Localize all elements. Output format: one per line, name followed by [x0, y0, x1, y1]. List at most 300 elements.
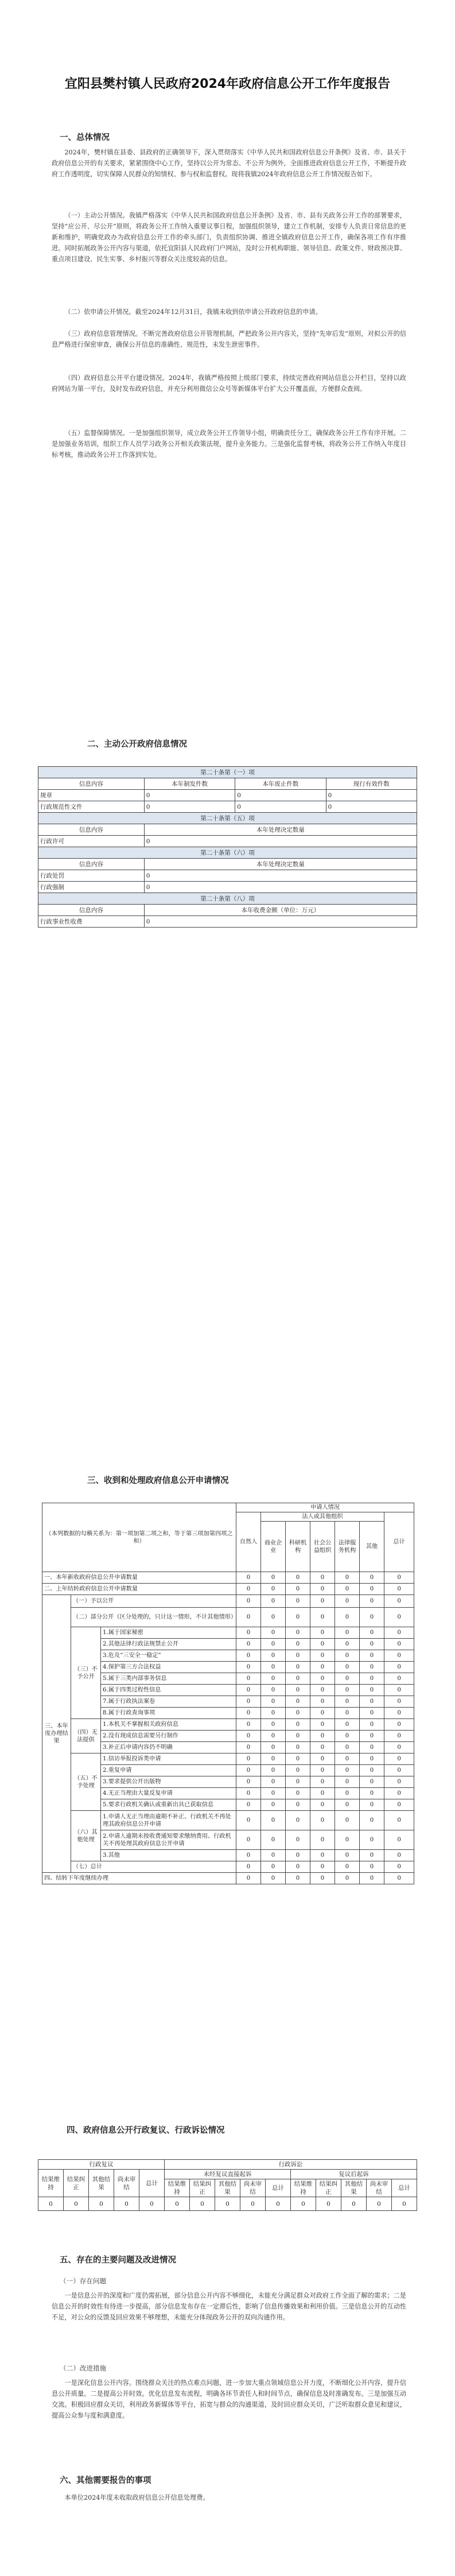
table-cell: 0 [335, 1708, 360, 1719]
table-cell: 0 [335, 1685, 360, 1696]
table-cell: 0 [236, 1662, 261, 1673]
table-cell: 0 [384, 1696, 414, 1708]
row-label: 6.属于四类过程性信息 [101, 1685, 236, 1696]
table-cell: 0 [236, 1708, 261, 1719]
column-header: 尚未审结 [367, 2179, 392, 2197]
table-cell: 0 [38, 2197, 64, 2211]
column-header: 总计 [266, 2179, 291, 2197]
column-header: 商业企业 [261, 1522, 286, 1572]
table-cell: 0 [310, 1595, 335, 1608]
table-cell: 0 [384, 1708, 414, 1719]
table-cell: 0 [261, 1799, 286, 1811]
row-group-label: （三）不予公开 [71, 1627, 101, 1719]
table-cell: 0 [286, 1696, 310, 1708]
proactive-disclosure-table [38, 766, 417, 928]
column-header: 社会公益组织 [310, 1522, 335, 1572]
table-cell: 0 [310, 1788, 335, 1799]
row-label: 行政处罚 [38, 870, 145, 882]
row-label: 8.属于行政查询事项 [101, 1708, 236, 1719]
table-cell: 0 [335, 1584, 360, 1595]
row-label: 2.其他法律行政法规禁止公开 [101, 1639, 236, 1650]
table-cell: 0 [384, 1639, 414, 1650]
table-cell: 0 [335, 1572, 360, 1584]
table-cell: 0 [286, 1584, 310, 1595]
table-cell: 0 [286, 1731, 310, 1742]
column-header: 法律服务机构 [335, 1522, 360, 1572]
row-label: 行政事业性收费 [38, 916, 145, 928]
table-cell: 0 [236, 1595, 261, 1608]
table-cell: 0 [236, 1776, 261, 1788]
table-cell: 0 [335, 1650, 360, 1662]
table-cell: 0 [384, 1673, 414, 1685]
column-header: 本年处理决定数量 [144, 859, 417, 870]
table-cell: 0 [286, 1776, 310, 1788]
table-cell: 0 [64, 2197, 89, 2211]
table-cell: 0 [89, 2197, 114, 2211]
row-label: 规章 [38, 790, 145, 801]
column-header: 行政复议 [38, 2160, 165, 2170]
column-header: 复议后起诉 [291, 2170, 417, 2179]
table-cell: 0 [236, 1584, 261, 1595]
table-cell: 0 [261, 1731, 286, 1742]
row-label: 行政强制 [38, 882, 145, 893]
table-band: 第二十条第（六）项 [38, 847, 417, 859]
table-cell: 0 [310, 1639, 335, 1650]
table-cell: 0 [384, 1595, 414, 1608]
column-header: 其他结果 [215, 2179, 240, 2197]
row-label: （二）部分公开（区分处理的，只计这一情形，不计其他情形） [71, 1608, 236, 1627]
table-cell: 0 [360, 1830, 384, 1850]
table-cell: 0 [236, 1830, 261, 1850]
row-group-label: （五）不予处理 [71, 1753, 101, 1811]
table-cell: 0 [310, 1799, 335, 1811]
section-heading-overview: 一、总体情况 [60, 133, 110, 142]
column-header: 结果维持 [165, 2179, 190, 2197]
table-cell: 0 [335, 1861, 360, 1873]
row-label: 3.要求提供公开出版物 [101, 1776, 236, 1788]
table-cell: 0 [235, 801, 326, 813]
table-cell: 0 [236, 1799, 261, 1811]
table-cell: 0 [261, 1788, 286, 1799]
table-cell: 0 [261, 1639, 286, 1650]
subheading: （二）改进措施 [60, 2364, 107, 2372]
column-header: 现行有效件数 [326, 778, 417, 790]
table-cell: 0 [316, 2197, 341, 2211]
table-cell: 0 [335, 1673, 360, 1685]
table-cell: 0 [236, 1719, 261, 1731]
row-label: 4.无正当理由大量反复申请 [101, 1788, 236, 1799]
table-cell: 0 [360, 1753, 384, 1765]
table-cell: 0 [310, 1719, 335, 1731]
column-header: 结果维持 [38, 2170, 64, 2197]
table-cell: 0 [384, 1572, 414, 1584]
paragraph: （四）政府信息公开平台建设情况。2024年，我镇严格按照上级部门要求，持续完善政府网站信息公开栏目，坚持以政府网站为第一平台，及时发布政府信息，并充分利用微信公众号等新媒体平台扩大公开覆盖面，方便群众查阅。 [52, 374, 406, 393]
table-cell: 0 [384, 1753, 414, 1765]
column-header: 本年制发件数 [144, 778, 235, 790]
table-cell: 0 [384, 1861, 414, 1873]
row-label: 1.本机关不掌握相关政府信息 [101, 1719, 236, 1731]
table-cell: 0 [310, 1572, 335, 1584]
paragraph: 一是深化信息公开内容。围绕群众关注的热点难点问题，进一步加大重点领域信息公开力度，不断细化公开内容，提升信息公开质量。二是提高公开时效。优化信息发布流程，明确各环节责任人和时间节点，确保信息及时准确发布。三是加强互动交流。积极回应群众关切，利用政务新媒体等平台，拓宽与群众的沟通渠道，及时回应群众关切，广泛听取群众意见和建议，提高公众参与度和满意度。 [52, 2379, 406, 2419]
row-label: 二、上年结转政府信息公开申请数量 [42, 1584, 236, 1595]
table-cell: 0 [261, 1861, 286, 1873]
paragraph: 一是信息公开的深度和广度仍需拓展，部分信息公开内容不够细化，未能充分满足群众对政府工作全面了解的需求；二是信息公开的时效性有待进一步提高，部分信息发布存在一定滞后性，影响了信息传播效果和利用价值。三是信息公开的互动性不足，对公众的反馈及回应效果不够理想，未能充分体现政务公开的双向沟通作用。 [52, 2292, 406, 2321]
table-cell: 0 [236, 1627, 261, 1639]
row-label: 一、本年新收政府信息公开申请数量 [42, 1572, 236, 1584]
table-cell: 0 [261, 1608, 286, 1627]
row-label: 行政规范性文件 [38, 801, 145, 813]
column-header: 总计 [392, 2179, 417, 2197]
table-cell: 0 [360, 1850, 384, 1861]
table-cell: 0 [261, 1673, 286, 1685]
table-cell: 0 [384, 1627, 414, 1639]
table-cell: 0 [236, 1731, 261, 1742]
table-cell: 0 [335, 1788, 360, 1799]
table-cell: 0 [236, 1673, 261, 1685]
column-header: 总计 [139, 2170, 165, 2197]
column-header: 其他结果 [341, 2179, 367, 2197]
table-cell: 0 [261, 1627, 286, 1639]
table-cell: 0 [310, 1873, 335, 1884]
section-heading-applications: 三、收到和处理政府信息公开申请情况 [87, 1476, 229, 1485]
column-header: 法人或其他组织 [261, 1512, 384, 1522]
section-heading-issues: 五、存在的主要问题及改进情况 [60, 2256, 176, 2265]
table-cell: 0 [384, 1830, 414, 1850]
section-heading-review: 四、政府信息公开行政复议、行政诉讼情况 [67, 2126, 225, 2135]
table-cell: 0 [310, 1850, 335, 1861]
page-title: 宜阳县樊村镇人民政府2024年政府信息公开工作年度报告 [64, 77, 391, 91]
table-cell: 0 [384, 1811, 414, 1830]
table-cell: 0 [236, 1742, 261, 1753]
table-cell: 0 [310, 1830, 335, 1850]
column-header: 科研机构 [286, 1522, 310, 1572]
table-cell: 0 [286, 1788, 310, 1799]
table-cell: 0 [360, 1673, 384, 1685]
table-cell: 0 [261, 1811, 286, 1830]
table-cell: 0 [384, 1776, 414, 1788]
column-header: 结果维持 [291, 2179, 316, 2197]
table-cell: 0 [114, 2197, 139, 2211]
column-header: 本年处理决定数量 [144, 824, 417, 836]
section-heading-other: 六、其他需要报告的事项 [60, 2476, 151, 2485]
table-cell: 0 [360, 1662, 384, 1673]
table-cell: 0 [360, 1799, 384, 1811]
paragraph: 本单位2024年度未收取政府信息公开信息处理费。 [64, 2494, 209, 2501]
table-cell: 0 [335, 1811, 360, 1830]
table-cell: 0 [144, 836, 417, 847]
table-cell: 0 [261, 1662, 286, 1673]
column-header: 未经复议直接起诉 [165, 2170, 291, 2179]
column-header: 其他结果 [89, 2170, 114, 2197]
table-cell: 0 [261, 1753, 286, 1765]
table-cell: 0 [286, 1662, 310, 1673]
table-cell: 0 [310, 1742, 335, 1753]
table-cell: 0 [360, 1765, 384, 1776]
table-cell: 0 [261, 1719, 286, 1731]
table-cell: 0 [384, 1799, 414, 1811]
table-cell: 0 [261, 1850, 286, 1861]
row-label: 2.申请人逾期未按收费通知要求缴纳费用、行政机关不再处理其政府信息公开申请 [101, 1830, 236, 1850]
table-cell: 0 [360, 1650, 384, 1662]
table-cell: 0 [144, 882, 417, 893]
table-cell: 0 [261, 1584, 286, 1595]
paragraph: （一）主动公开情况。我镇严格落实《中华人民共和国政府信息公开条例》及省、市、县有关政务公开工作的部署要求，坚持“应公开、尽公开”原则，将政务公开工作纳入重要议事日程，加强组织领导，建立工作机制，安排专人负责日常信息的更新和维护，明确党政办为政府信息公开工作的牵头部门，负责组织协调、推进全镇政府信息公开工作，确保各项工作有序推进。同时拓展政务公开内容与渠道，依托宜阳县人民政府门户网站，及时公开机构职能、领导信息、政策文件、财政预决算、重点项目建设、民生实事、乡村振兴等群众关注度较高的信息。 [52, 212, 406, 263]
row-label: 1.申请人无正当理由逾期不补正、行政机关不再处理其政府信息公开申请 [101, 1811, 236, 1830]
table-cell: 0 [286, 1719, 310, 1731]
paragraph: （二）依申请公开情况。截至2024年12月31日，我镇未收到依申请公开政府信息的申请。 [64, 308, 322, 316]
table-cell: 0 [139, 2197, 165, 2211]
table-cell: 0 [310, 1673, 335, 1685]
table-cell: 0 [335, 1799, 360, 1811]
table-cell: 0 [384, 1608, 414, 1627]
row-label: 2.没有现成信息需要另行制作 [101, 1731, 236, 1742]
review-litigation-table [38, 2159, 417, 2211]
table-cell: 0 [286, 1572, 310, 1584]
table-cell: 0 [286, 1685, 310, 1696]
table-cell: 0 [236, 1861, 261, 1873]
table-cell: 0 [235, 790, 326, 801]
table-cell: 0 [144, 916, 417, 928]
table-cell: 0 [335, 1776, 360, 1788]
table-cell: 0 [360, 1685, 384, 1696]
table-cell: 0 [240, 2197, 266, 2211]
column-header: 结果纠正 [64, 2170, 89, 2197]
table-cell: 0 [165, 2197, 190, 2211]
table-cell: 0 [360, 1627, 384, 1639]
table-cell: 0 [335, 1765, 360, 1776]
table-cell: 0 [360, 1572, 384, 1584]
table-cell: 0 [360, 1708, 384, 1719]
table-corner-note: （本列数据的勾稽关系为：第一项加第二项之和，等于第三项加第四项之和） [42, 1503, 236, 1572]
table-cell: 0 [236, 1811, 261, 1830]
table-cell: 0 [236, 1788, 261, 1799]
table-cell: 0 [384, 1873, 414, 1884]
table-cell: 0 [384, 1685, 414, 1696]
table-cell: 0 [310, 1696, 335, 1708]
table-cell: 0 [261, 1830, 286, 1850]
table-cell: 0 [236, 1850, 261, 1861]
table-cell: 0 [236, 1765, 261, 1776]
row-label: 2.重复申请 [101, 1765, 236, 1776]
table-cell: 0 [261, 1776, 286, 1788]
table-cell: 0 [360, 1608, 384, 1627]
table-cell: 0 [261, 1765, 286, 1776]
table-cell: 0 [335, 1696, 360, 1708]
table-cell: 0 [310, 1685, 335, 1696]
column-header: 信息内容 [38, 824, 145, 836]
table-cell: 0 [335, 1873, 360, 1884]
section-heading-proactive: 二、主动公开政府信息情况 [87, 740, 187, 749]
table-cell: 0 [236, 1608, 261, 1627]
table-cell: 0 [261, 1873, 286, 1884]
column-header: 尚未审结 [240, 2179, 266, 2197]
table-cell: 0 [326, 790, 417, 801]
table-cell: 0 [367, 2197, 392, 2211]
table-cell: 0 [360, 1811, 384, 1830]
table-cell: 0 [335, 1850, 360, 1861]
table-cell: 0 [236, 1873, 261, 1884]
table-cell: 0 [236, 1753, 261, 1765]
table-cell: 0 [384, 1584, 414, 1595]
table-cell: 0 [266, 2197, 291, 2211]
table-cell: 0 [384, 1719, 414, 1731]
table-cell: 0 [144, 801, 235, 813]
row-label: 7.属于行政执法案卷 [101, 1696, 236, 1708]
table-cell: 0 [310, 1708, 335, 1719]
subheading: （一）存在问题 [60, 2277, 107, 2285]
table-cell: 0 [335, 1719, 360, 1731]
table-cell: 0 [310, 1662, 335, 1673]
table-cell: 0 [286, 1742, 310, 1753]
table-cell: 0 [286, 1673, 310, 1685]
column-header: 结果纠正 [190, 2179, 215, 2197]
table-cell: 0 [286, 1861, 310, 1873]
table-cell: 0 [326, 801, 417, 813]
table-cell: 0 [384, 1662, 414, 1673]
table-cell: 0 [286, 1708, 310, 1719]
table-cell: 0 [335, 1627, 360, 1639]
table-cell: 0 [360, 1861, 384, 1873]
column-header: 信息内容 [38, 859, 145, 870]
table-cell: 0 [236, 1639, 261, 1650]
row-label: 四、结转下年度继续办理 [42, 1873, 236, 1884]
table-cell: 0 [286, 1608, 310, 1627]
row-label: 行政许可 [38, 836, 145, 847]
paragraph: （三）政府信息管理情况。不断完善政府信息公开管理机制，严把政务公开内容关，坚持“先审后发”原则，对拟公开的信息严格进行保密审查，确保公开信息的准确性、规范性，未发生泄密事件。 [52, 330, 406, 348]
table-cell: 0 [360, 1873, 384, 1884]
row-label: 1.属于国家秘密 [101, 1627, 236, 1639]
column-header: 自然人 [236, 1512, 261, 1572]
paragraph: （五）监督保障情况。一是加强组织领导，成立政务公开工作领导小组，明确责任分工，确保政务公开工作有序开展。二是加强业务培训，组织工作人员学习政务公开相关政策法规，提升业务能力。三是强化监督考核，将政务公开工作纳入年度目标考核，推动政务公开工作落到实处。 [52, 429, 406, 459]
table-cell: 0 [310, 1811, 335, 1830]
table-cell: 0 [335, 1639, 360, 1650]
table-band: 第二十条第（一）项 [38, 767, 417, 778]
table-cell: 0 [286, 1627, 310, 1639]
table-cell: 0 [384, 1850, 414, 1861]
table-cell: 0 [384, 1788, 414, 1799]
table-cell: 0 [261, 1708, 286, 1719]
table-cell: 0 [360, 1731, 384, 1742]
column-header: 本年收费金额（单位：万元） [144, 905, 417, 916]
column-header: 其他 [360, 1522, 384, 1572]
table-cell: 0 [291, 2197, 316, 2211]
table-cell: 0 [384, 1650, 414, 1662]
table-cell: 0 [360, 1719, 384, 1731]
table-cell: 0 [236, 1572, 261, 1584]
table-cell: 0 [236, 1685, 261, 1696]
column-header: 申请人情况 [236, 1503, 414, 1512]
table-cell: 0 [286, 1595, 310, 1608]
table-cell: 0 [144, 790, 235, 801]
column-header: 行政诉讼 [165, 2160, 417, 2170]
table-cell: 0 [286, 1650, 310, 1662]
table-cell: 0 [310, 1650, 335, 1662]
row-group-label: 三、本年度办理结果 [42, 1595, 71, 1873]
table-cell: 0 [360, 1776, 384, 1788]
table-cell: 0 [360, 1788, 384, 1799]
row-label: 3.其他 [101, 1850, 236, 1861]
table-cell: 0 [286, 1765, 310, 1776]
column-header: 总计 [384, 1512, 414, 1572]
row-label: （七）总计 [71, 1861, 236, 1873]
column-header: 信息内容 [38, 778, 145, 790]
table-cell: 0 [335, 1830, 360, 1850]
table-cell: 0 [215, 2197, 240, 2211]
table-cell: 0 [384, 1742, 414, 1753]
column-header: 信息内容 [38, 905, 145, 916]
table-cell: 0 [286, 1850, 310, 1861]
table-cell: 0 [310, 1608, 335, 1627]
table-cell: 0 [190, 2197, 215, 2211]
row-label: 3.补正后申请内容仍不明确 [101, 1742, 236, 1753]
table-cell: 0 [261, 1595, 286, 1608]
table-cell: 0 [384, 1765, 414, 1776]
table-cell: 0 [335, 1662, 360, 1673]
table-cell: 0 [360, 1595, 384, 1608]
row-label: 3.危及“三安全一稳定” [101, 1650, 236, 1662]
table-cell: 0 [335, 1608, 360, 1627]
table-cell: 0 [392, 2197, 417, 2211]
table-cell: 0 [261, 1685, 286, 1696]
table-cell: 0 [310, 1765, 335, 1776]
table-cell: 0 [286, 1753, 310, 1765]
table-cell: 0 [286, 1873, 310, 1884]
table-cell: 0 [384, 1731, 414, 1742]
table-cell: 0 [360, 1696, 384, 1708]
table-cell: 0 [310, 1627, 335, 1639]
column-header: 结果纠正 [316, 2179, 341, 2197]
row-label: （一）予以公开 [71, 1595, 236, 1608]
row-label: 1.信访举报投诉类申请 [101, 1753, 236, 1765]
table-cell: 0 [335, 1753, 360, 1765]
table-cell: 0 [360, 1742, 384, 1753]
row-label: 5.属于三类内部事务信息 [101, 1673, 236, 1685]
table-cell: 0 [310, 1776, 335, 1788]
table-cell: 0 [310, 1731, 335, 1742]
table-cell: 0 [335, 1595, 360, 1608]
table-band: 第二十条第（五）项 [38, 813, 417, 824]
table-cell: 0 [360, 1639, 384, 1650]
table-band: 第二十条第（八）项 [38, 893, 417, 905]
table-cell: 0 [335, 1742, 360, 1753]
table-cell: 0 [286, 1799, 310, 1811]
row-group-label: （六）其他处理 [71, 1811, 101, 1861]
table-cell: 0 [310, 1584, 335, 1595]
row-label: 5.要求行政机关确认或重新出具已获取信息 [101, 1799, 236, 1811]
row-label: 4.保护第三方合法权益 [101, 1662, 236, 1673]
row-group-label: （四）无法提供 [71, 1719, 101, 1753]
paragraph: 2024年，樊村镇在县委、县政府的正确领导下，深入贯彻落实《中华人民共和国政府信息公开条例》及省、市、县关于政府信息公开的有关要求，紧紧围绕中心工作，坚持以公开为常态、不公开为例外，全面推进政府信息公开工作，不断提升政府工作透明度，切实保障人民群众的知情权、参与权和监督权。现将我镇2024年政府信息公开工作情况报告如下。 [52, 149, 406, 178]
table-cell: 0 [310, 1753, 335, 1765]
column-header: 尚未审结 [114, 2170, 139, 2197]
table-cell: 0 [261, 1650, 286, 1662]
table-cell: 0 [236, 1696, 261, 1708]
table-cell: 0 [261, 1742, 286, 1753]
column-header: 本年废止件数 [235, 778, 326, 790]
table-cell: 0 [310, 1861, 335, 1873]
table-cell: 0 [286, 1639, 310, 1650]
applications-table [42, 1503, 414, 1884]
table-cell: 0 [261, 1696, 286, 1708]
table-cell: 0 [341, 2197, 367, 2211]
table-cell: 0 [286, 1830, 310, 1850]
table-cell: 0 [335, 1731, 360, 1742]
table-cell: 0 [286, 1811, 310, 1830]
table-cell: 0 [236, 1650, 261, 1662]
table-cell: 0 [144, 870, 417, 882]
table-cell: 0 [360, 1584, 384, 1595]
table-cell: 0 [261, 1572, 286, 1584]
